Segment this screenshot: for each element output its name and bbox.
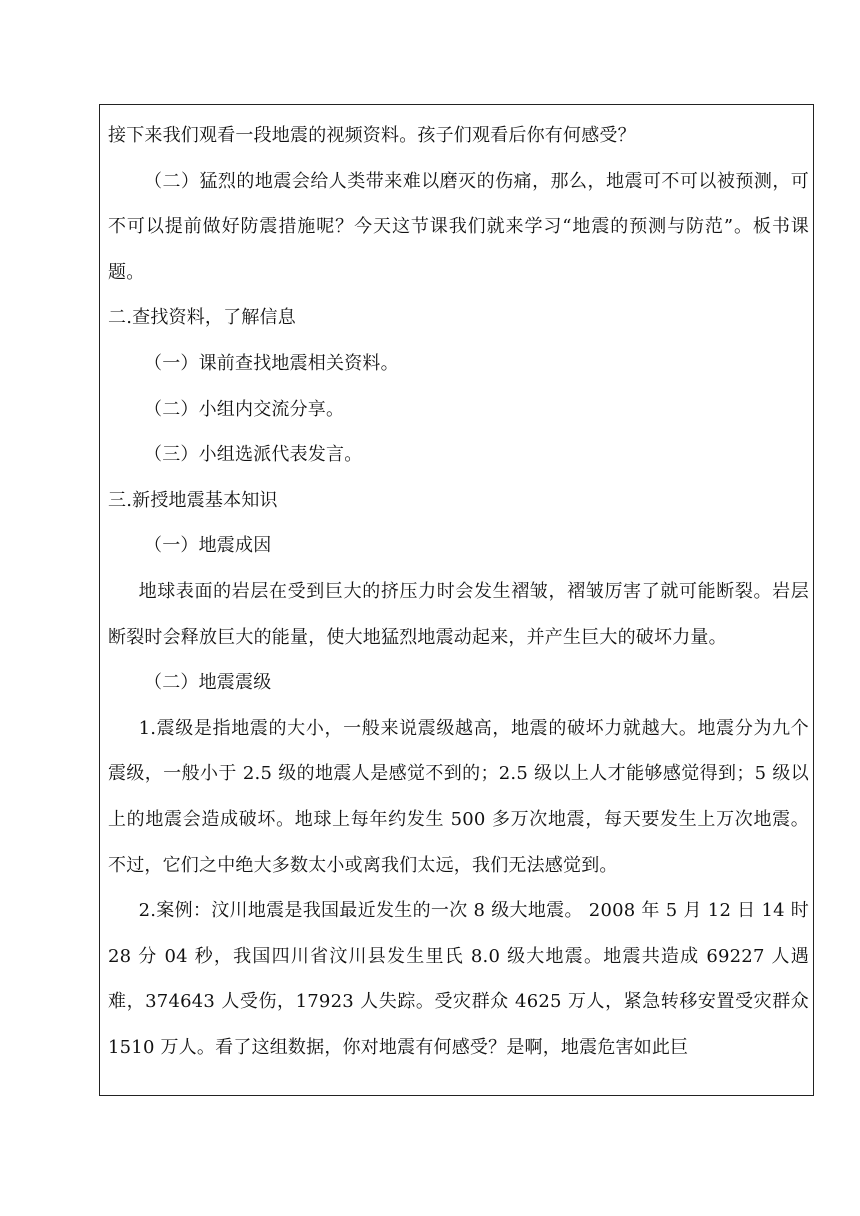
- paragraph-earthquake-cause: 地球表面的岩层在受到巨大的挤压力时会发生褶皱，褶皱厉害了就可能断裂。岩层断裂时会释放巨大的能量，使大地猛烈地震动起来，并产生巨大的破坏力量。: [108, 580, 809, 648]
- section-heading-knowledge: 三.新授地震基本知识: [108, 489, 278, 511]
- subheading-magnitude: （二）地震震级: [144, 672, 272, 694]
- paragraph-prediction-question: （二）猛烈的地震会给人类带来难以磨灭的伤痛，那么，地震可不可以被预测，可不可以提前做好防震措施呢？今天这节课我们就来学习“地震的预测与防范”。板书课题。: [108, 170, 809, 283]
- paragraph-wenchuan-case: 2.案例：汶川地震是我国最近发生的一次 8 级大地震。 2008 年 5 月 12 日 14 时 28 分 04 秒，我国四川省汶川县发生里氏 8.0 级大地震。地震共造成 69227 人遇难，374643 人受伤，17923 人失踪。受灾群众 4625 万人，紧急转移安置受灾群众 1510 万人。看了这组数据，你对地震有何感受？是啊，地震危害如此巨: [108, 900, 809, 1058]
- subheading-earthquake-cause: （一）地震成因: [144, 535, 272, 557]
- paragraph-magnitude-explained: 1.震级是指地震的大小，一般来说震级越高，地震的破坏力就越大。地震分为九个震级，一般小于 2.5 级的地震人是感觉不到的；2.5 级以上人才能够感觉得到；5 级以上的地震会造成破坏。地球上每年约发生 500 多万次地震，每天要发生上万次地震。不过，它们之中绝大多数太小或离我们太远，我们无法感觉到。: [108, 717, 809, 876]
- list-item-research-2: （二）小组内交流分享。: [144, 398, 345, 420]
- paragraph-video-intro: 接下来我们观看一段地震的视频资料。孩子们观看后你有何感受？: [108, 125, 636, 146]
- section-heading-research: 二.查找资料，了解信息: [108, 307, 296, 329]
- document-body: [100, 105, 813, 1070]
- document-frame: [99, 104, 814, 1096]
- list-item-research-1: （一）课前查找地震相关资料。: [144, 352, 399, 374]
- list-item-research-3: （三）小组选派代表发言。: [144, 444, 363, 466]
